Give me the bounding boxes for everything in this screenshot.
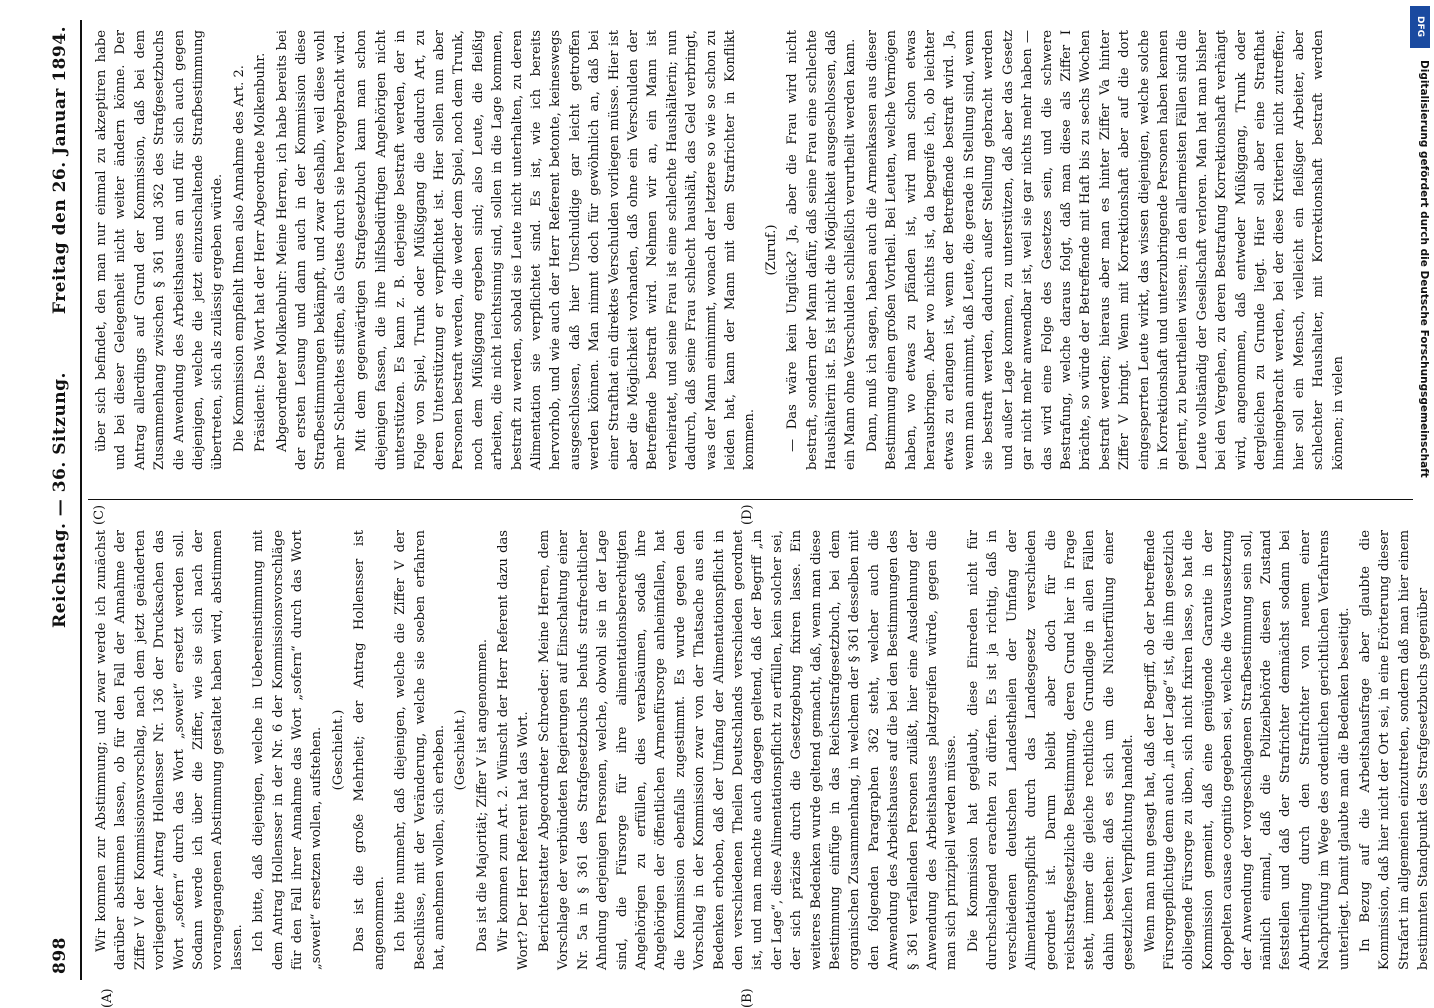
- funding-credit: Digitalisierung gefördert durch die Deutsche Forschungsgemeinschaft: [1418, 60, 1430, 478]
- digitization-sidebar: [1408, 0, 1432, 1000]
- session-title: Reichstag. — 36. Sitzung.: [50, 372, 70, 628]
- column-divider: [88, 499, 1413, 500]
- paragraph: Ich bitte, daß diejenigen, welche in Uebereinstimmung mit dem Antrag Hollensser in der Nr. 6 der Kommissionsvorschläge für den Fall ihrer Annahme das Wort „sofern“ durch das Wort „soweit“ ersetzen wollen, aufstehen.: [251, 530, 325, 970]
- right-text-column: [92, 30, 1412, 470]
- paragraph: Wir kommen zum Art. 2. Wünscht der Herr Referent dazu das Wort? Der Herr Referent hat das Wort.: [496, 530, 531, 970]
- margin-marker-d: (D): [740, 504, 755, 525]
- paragraph: Das ist die große Mehrheit; der Antrag Hollensser ist angenommen.: [352, 530, 387, 970]
- paragraph: (Geschieht.): [330, 709, 346, 791]
- paragraph: Die Kommission empfiehlt Ihnen also Annahme des Art. 2.: [231, 65, 247, 452]
- paragraph: über sich befindet, den man nur einmal zu akzeptiren habe und bei dieser Gelegenheit nicht weiter ändern könne. Der Antrag allerdings auf Grund der Kommission, daß bei dem Zusammenhang zwischen § 361 und 362 des Strafgesetzbuchs die Anwendung des Arbeitshauses an und für sich auch gegen diejenigen, welche die jetzt einzuschaltende Strafbestimmung übertreten, sich als zulässig ergeben würde.: [94, 30, 226, 470]
- paragraph: In Bezug auf die Arbeitshausfrage aber glaubte die Kommission, daß hier nicht der Ort sei, in eine Erörterung dieser Strafart im allgemeinen einzutreten, sondern daß man hier einem bestimmten Standpunkt des Strafgesetzbuchs gegenüber: [1358, 530, 1432, 970]
- paragraph: Abgeordneter Molkenbuhr: Meine Herren, ich habe bereits bei der ersten Lesung und dann auch in der Kommission diese Strafbestimmungen bekämpft, und zwar deshalb, weil diese wohl mehr Schlechtes stiften, als Gutes durch sie hervorgebracht wird.: [274, 30, 348, 470]
- paragraph: Mit dem gegenwärtigen Strafgesetzbuch kann man schon diejenigen fassen, die ihre hilfsbedürftigen Angehörigen nicht unterstützen. Es kann z. B. derjenige bestraft werden, der in Folge von Spiel, Trunk oder Müßiggang die dadurch Art, zu deren Unterstützung er verpflichtet ist. Hier sollen nun aber Personen bestraft werden, die weder dem Spiel, noch dem Trunk, noch dem Müßiggang ergeben sind; also Leute, die fleißig arbeiten, die nicht leichtsinnig sind, sollen in die Lage kommen, bestraft zu werden, sobald sie Leute nicht unterhalten, zu deren Alimentation sie verpflichtet sind. Es ist, wie ich bereits hervorhob, und wie auch der Herr Referent betonte, keineswegs ausgeschlossen, daß hier Unschuldige gar leicht getroffen werden können. Man nimmt doch für gewöhnlich an, daß bei einer Strafthat ein direktes Verschulden vorliegen müsse. Hier ist aber die Möglichkeit vorhanden, daß ohne ein Verschulden der Betreffende bestraft wird. Nehmen wir an, ein Mann ist verheiratet, und seine Frau ist eine schlechte Haushälterin; nun dadurch, daß seine Frau schlecht haushält, das Geld verbringt, was der Mann einnimmt, wonach der letztere so wie so schon zu leiden hat, kann der Mann mit dem Strafrichter in Konflikt kommen.: [354, 30, 758, 470]
- paragraph: Wir kommen zur Abstimmung; und zwar werde ich zunächst darüber abstimmen lassen, ob für den Fall der Annahme der Ziffer V der Kommissionsvorschlag, nach dem jetzt geänderten vorliegender Antrag Hollensser Nr. 136 der Drucksachen das Wort „sofern“ durch das Wort „soweit“ ersetzt werden soll. Sodann werde ich über die Ziffer, wie sie sich nach der vorangegangenen Abstimmung gestaltet haben wird, abstimmen lassen.: [94, 530, 245, 970]
- page-number: 898: [50, 937, 70, 974]
- margin-marker-a: (A): [100, 988, 115, 1008]
- paragraph: Das ist die Majorität; Ziffer V ist angenommen.: [474, 638, 490, 952]
- paragraph: Die Kommission hat geglaubt, diese Einreden nicht für durchschlagend erachten zu dürfen. Es ist ja richtig, daß in verschiedenen deutschen Landestheilen der Umfang der Alimentationspflicht durch das Landesgesetz verschieden geordnet ist. Darum bleibt aber doch für die reichsstrafgesetzliche Bestimmung, deren Grund hier in Frage steht, immer die gleiche rechtliche Grundlage in allen Fällen dahin bestehen: daß es sich um die Nichterfüllung einer gesetzlichen Verpflichtung handelt.: [965, 530, 1137, 970]
- paragraph: Dann, muß ich sagen, haben auch die Armenkassen aus dieser Bestimmung einen großen Vortheil. Bei Leuten, welche Vermögen haben, wo etwas zu pfänden ist, wird man schon etwas herausbringen. Aber wo nichts ist, da begreife ich, ob leichter etwas zu erlangen ist, wenn der Betreffende bestraft wird. Ja, wenn man annimmt, daß Leute, die gerade in Stellung sind, wenn sie bestraft werden, dadurch außer Stellung gebracht werden und außer Lage kommen, zu unterstützen, daß aber das Gesetz gar nicht mehr anwendbar ist, weil sie gar nichts mehr haben — das wird eine Folge des Gesetzes sein, und die schwere Bestrafung, welche daraus folgt, daß man diese als Ziffer I brächte, so würde der Betreffende mit Haft bis zu sechs Wochen bestraft werden; hieraus aber man es hinter Ziffer Va hinter Ziffer V bringt. Wenn mit Korrektionshaft aber auf die dort eingesperrten Leute wirkt, das wissen diejenigen, welche solche in Korrektionshaft und unterzubringende Personen haben kennen gelernt, zu beurtheilen wissen; in den allermeisten Fällen sind die Leute vollständig der Gesellschaft verloren. Man hat man bisher bei den Vergehen, zu deren Bestrafung Korrektionshaft verhängt wird, angenommen, daß entweder Müßiggang, Trunk oder dergleichen zu Grunde liegt. Hier soll aber eine Strafthat hineingebracht werden, bei der diese Kriterien nicht zutreffen; hier soll ein Mensch, vielleicht ein fleißiger Arbeiter, aber schlechter Haushalter, mit Korrektionshaft bestraft werden können; in vielen: [864, 30, 1346, 470]
- paragraph: Präsident: Das Wort hat der Herr Abgeordnete Molkenbuhr.: [253, 52, 269, 452]
- margin-marker-b: (B): [740, 988, 755, 1008]
- paragraph: Ich bitte nunmehr, daß diejenigen, welche die Ziffer V der Beschlüsse, mit der Veränderung, welche sie soeben erfahren hat, annehmen wollen, sich erheben.: [393, 530, 447, 970]
- session-date: Freitag den 26. Januar 1894.: [50, 26, 70, 315]
- running-header: [40, 20, 80, 980]
- left-text-column: [92, 530, 1432, 970]
- header-rule: [80, 20, 82, 980]
- paragraph: Wenn man nun gesagt hat, daß der Begriff, ob der betreffende Fürsorgepflichtige denn auch „in der Lage“ ist, die ihm gesetzlich obliegende Fürsorge zu üben, sich nicht fixiren lasse, so hat die Kommission gemeint, daß eine genügende Garantie in der doppelten causae cognitio gegeben sei, welche die Voraussetzung der Anwendung der vorgeschlagenen Strafbestimmung sein soll, nämlich einmal, daß die Polizeibehörde diesen Zustand feststellen und daß der Strafrichter demnächst sodann bei Aburtheilung durch den Strafrichter von neuem einer Nachprüfung im Wege des ordentlichen gerichtlichen Verfahrens unterliegt. Damit glaubte man die Bedenken beseitigt.: [1142, 530, 1352, 970]
- paragraph: Berichterstatter Abgeordneter Schroeder: Meine Herren, dem Vorschlage der verbündeten Regierungen auf Einschaltung einer Nr. 5a in § 361 des Strafgesetzbuchs behufs strafrechtlicher Ahndung derjenigen Personen, welche, obwohl sie in der Lage sind, die Fürsorge für ihre alimentationsberechtigten Angehörigen zu erfüllen, dies verabsäumen, sodaß ihre Angehörigen der öffentlichen Armenfürsorge anheimfallen, hat die Kommission ebenfalls zugestimmt. Es wurde gegen den Vorschlag in der Kommission zwar von der Thatsache aus ein Bedenken erhoben, daß der Umfang der Alimentationspflicht in den verschiedenen Theilen Deutschlands verschieden geordnet ist, und man machte auch dagegen geltend, daß der Begriff „in der Lage“, diese Alimentationspflicht zu erfüllen, kein solcher sei, der sich präzise durch die Gesetzgebung fixiren lasse. Ein weiteres Bedenken wurde geltend gemacht, daß, wenn man diese Bestimmung einfüge in das Reichsstrafgesetzbuch, bei dem organischen Zusammenhang, in welchem der § 361 desselben mit den folgenden Paragraphen 362 steht, welcher auch die Anwendung des Arbeitshauses auf die bei den Bestimmungen des § 361 verfallenden Personen zuläßt, hier eine Ausdehnung der Anwendung des Arbeitshauses platzgreifen würde, gegen die man sich prinzipiell werden müsse.: [536, 530, 960, 970]
- dfg-logo: DFG: [1410, 6, 1430, 48]
- paragraph: (Zuruf.): [763, 224, 779, 276]
- margin-marker-c: (C): [92, 504, 107, 525]
- paragraph: (Geschieht.): [453, 709, 469, 791]
- paragraph: — Das wäre kein Unglück? Ja, aber die Frau wird nicht bestraft, sondern der Mann dafür, daß seine Frau eine schlechte Haushälterin ist. Es ist nicht die Möglichkeit ausgeschlossen, daß ein Mann ohne Verschulden schließlich verurtheilt werden kann.: [785, 30, 859, 470]
